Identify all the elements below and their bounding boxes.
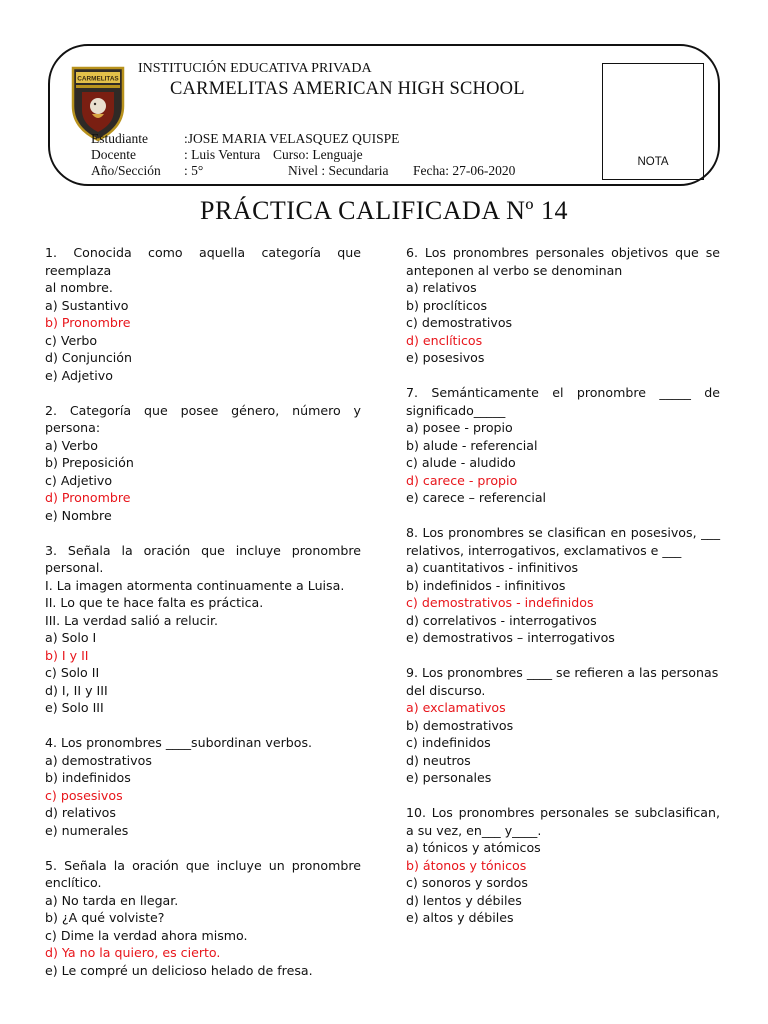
course-name: Curso: Lenguaje	[273, 147, 363, 162]
student-label: Estudiante	[91, 131, 148, 146]
question-text: 7. Semánticamente el pronombre _____ de significado_____	[406, 385, 720, 418]
question-block	[45, 244, 361, 384]
teacher-label: Docente	[91, 147, 136, 162]
answer-option: d) relativos	[45, 805, 116, 820]
answer-option: e) demostrativos – interrogativos	[406, 630, 615, 645]
answer-option: a) demostrativos	[45, 752, 152, 768]
logo-text: CARMELITAS	[77, 75, 119, 83]
answer-option: d) Conjunción	[45, 350, 132, 365]
date-value: Fecha: 27-06-2020	[413, 163, 516, 178]
answer-option: a) cuantitativos - infinitivos	[406, 560, 579, 575]
answer-option-correct: b) I y II	[45, 647, 89, 663]
answer-option: e) carece – referencial	[406, 490, 547, 505]
question-block	[406, 524, 720, 647]
answer-option: c) Verbo	[45, 332, 98, 348]
question-text: II. Lo que te hace falta es práctica.	[45, 595, 264, 610]
answer-option: e) numerales	[45, 822, 129, 838]
answer-option: e) Nombre	[45, 507, 112, 523]
answer-option-correct: d) Pronombre	[45, 490, 131, 505]
answer-option: b) alude - referencial	[406, 437, 538, 453]
question-text: 2. Categoría que posee género, número y persona:	[45, 402, 361, 435]
question-text: 1. Conocida como aquella categoría que reemplaza	[45, 245, 361, 278]
question-text: al nombre.	[45, 280, 113, 295]
answer-option: b) ¿A qué volviste?	[45, 910, 165, 925]
answer-option: b) demostrativos	[406, 717, 514, 733]
answer-option: e) Adjetivo	[45, 367, 113, 383]
question-block	[406, 804, 720, 927]
grade-box	[602, 63, 704, 180]
answer-option: e) Solo III	[45, 700, 104, 715]
school-name: CARMELITAS AMERICAN HIGH SCHOOL	[170, 79, 525, 99]
question-text: del discurso.	[406, 682, 486, 698]
answer-option: b) proclíticos	[406, 297, 488, 313]
grade-label: NOTA	[637, 156, 669, 168]
answer-option: b) indefinidos	[45, 770, 131, 785]
answer-option-correct: b) átonos y tónicos	[406, 857, 527, 873]
question-text: 6. Los pronombres personales objetivos que se anteponen al verbo se denominan	[406, 245, 720, 278]
answer-option: d) lentos y débiles	[406, 892, 522, 908]
answer-option: b) Preposición	[45, 455, 134, 470]
answer-option: b) indefinidos - infinitivos	[406, 577, 566, 593]
question-text: 3. Señala la oración que incluye pronombre personal.	[45, 542, 361, 575]
student-name: :JOSE MARIA VELASQUEZ QUISPE	[184, 131, 400, 146]
question-text: 9. Los pronombres ____ se refieren a las personas	[406, 665, 719, 680]
answer-option: c) demostrativos	[406, 315, 513, 330]
question-text: 8. Los pronombres se clasifican en posesivos, ___ relativos, interrogativos, exclamativos e ___	[406, 525, 720, 558]
question-block	[45, 734, 361, 839]
answer-option-correct: d) carece - propio	[406, 472, 518, 488]
answer-option: e) personales	[406, 770, 492, 785]
answer-option: d) correlativos - interrogativos	[406, 612, 597, 628]
question-text: III. La verdad salió a relucir.	[45, 612, 219, 628]
question-block	[406, 384, 720, 507]
answer-option-correct: c) demostrativos - indefinidos	[406, 595, 594, 610]
answer-option: e) posesivos	[406, 350, 485, 365]
questions-column-left	[45, 244, 361, 997]
question-text: 10. Los pronombres personales se subclasifican, a su vez, en___ y____.	[406, 805, 720, 838]
answer-option: c) alude - aludido	[406, 455, 516, 470]
answer-option: e) altos y débiles	[406, 910, 514, 925]
answer-option: c) sonoros y sordos	[406, 875, 528, 890]
answer-option: e) Le compré un delicioso helado de fresa.	[45, 962, 313, 978]
answer-option-correct: d) enclíticos	[406, 332, 483, 348]
answer-option: c) Dime la verdad ahora mismo.	[45, 927, 248, 943]
answer-option: a) No tarda en llegar.	[45, 892, 179, 908]
answer-option-correct: d) Ya no la quiero, es cierto.	[45, 945, 221, 960]
question-text: I. La imagen atormenta continuamente a Luisa.	[45, 577, 345, 593]
answer-option-correct: a) exclamativos	[406, 700, 506, 715]
question-block	[45, 857, 361, 980]
answer-option: c) indefinidos	[406, 735, 491, 750]
answer-option: d) neutros	[406, 752, 471, 768]
year-section-label: Año/Sección	[91, 163, 161, 178]
question-block	[45, 402, 361, 525]
answer-option: a) Solo I	[45, 630, 97, 645]
questions-column-right	[406, 244, 720, 944]
answer-option: a) Verbo	[45, 437, 98, 453]
level-value: Nivel : Secundaria	[288, 163, 389, 178]
year-section-value: : 5°	[184, 163, 204, 178]
answer-option: a) posee - propio	[406, 420, 513, 435]
answer-option: a) Sustantivo	[45, 297, 129, 313]
answer-option-correct: b) Pronombre	[45, 315, 131, 330]
question-block	[406, 664, 720, 787]
answer-option: a) tónicos y atómicos	[406, 840, 541, 855]
question-block	[45, 542, 361, 717]
teacher-name: : Luis Ventura	[184, 147, 261, 162]
question-text: 4. Los pronombres ____subordinan verbos.	[45, 735, 313, 750]
institution-name: INSTITUCIÓN EDUCATIVA PRIVADA	[138, 61, 372, 76]
page-title: PRÁCTICA CALIFICADA Nº 14	[200, 196, 568, 225]
answer-option: c) Solo II	[45, 665, 100, 680]
answer-option: d) I, II y III	[45, 682, 108, 698]
question-block	[406, 244, 720, 367]
question-text: 5. Señala la oración que incluye un pronombre enclítico.	[45, 857, 361, 890]
answer-option: c) Adjetivo	[45, 472, 113, 488]
answer-option-correct: c) posesivos	[45, 787, 123, 803]
answer-option: a) relativos	[406, 280, 477, 295]
